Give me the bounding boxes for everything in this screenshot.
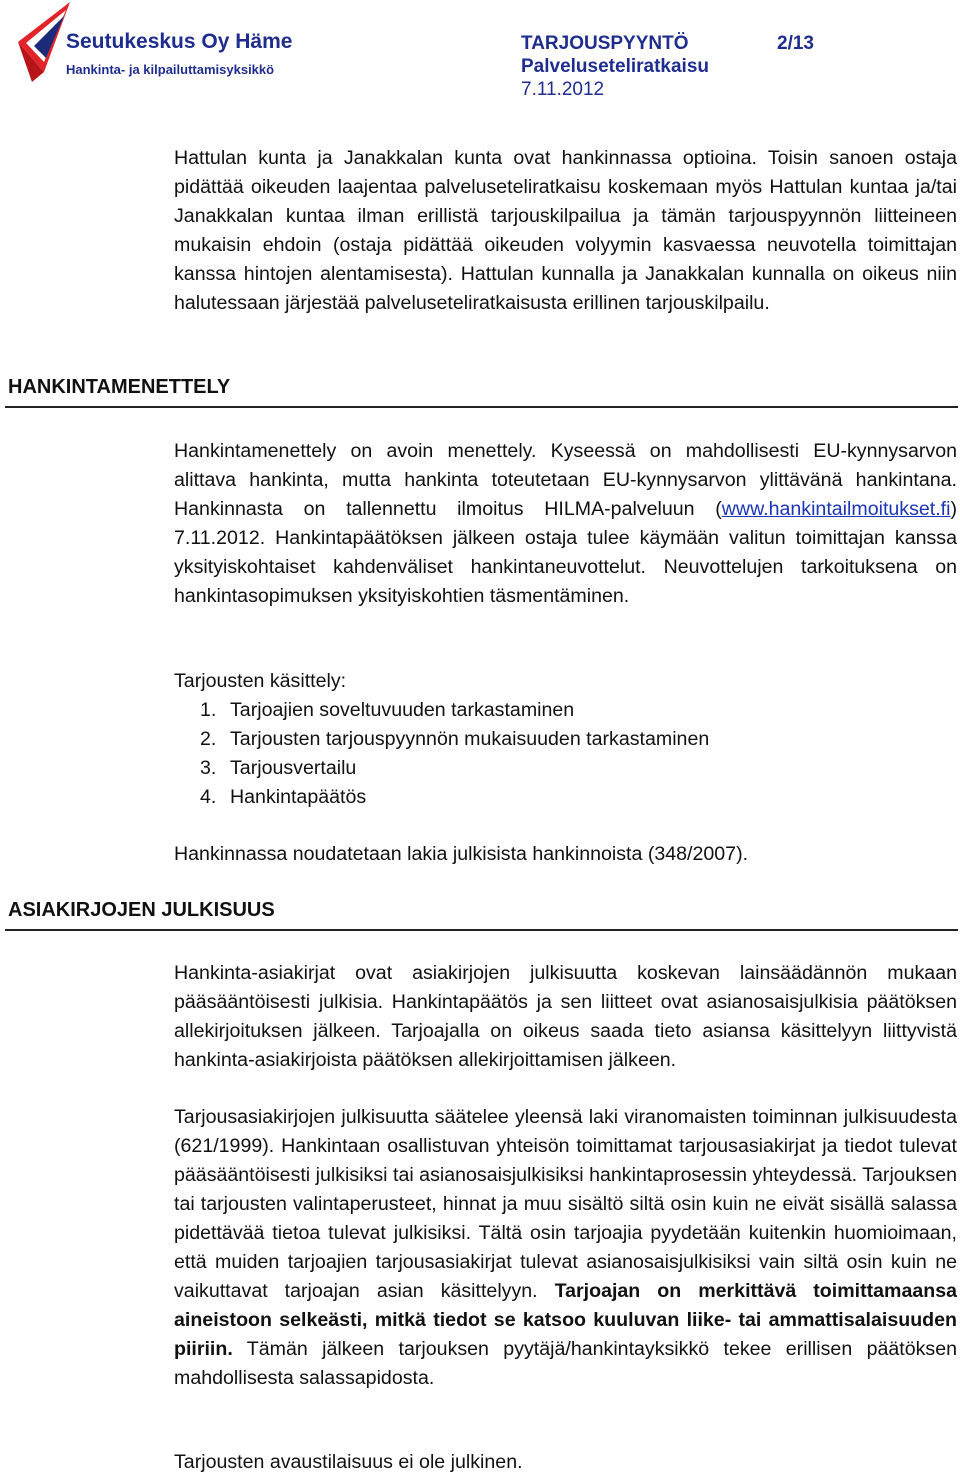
section-divider [5, 406, 958, 408]
hilma-link[interactable]: www.hankintailmoitukset.fi [721, 498, 951, 520]
procedure-text-start: Hankintamenettely on avoin menettely. Kyseessä on mahdollisesti EU-kynnysarvon alittava hankinta, mutta hankinta toteutetaan EU-kynnysarvon ylittävänä hankintana. Hankinnasta on tallennettu ilmoitus HILMA-palveluun ( [174, 440, 957, 520]
publicity-paragraph-2: Tarjousasiakirjojen julkisuutta säätelee yleensä laki viranomaisten toiminnan julkisuudesta (621/1999). Hankintaan osallistuvan yhteisön toimittamat tarjousasiakirjat ja tiedot tulevat pääsääntöisesti julkisiksi tai asianosaisjulkisiksi hankintaprosessin yhteydessä. Tarjouksen tai tarjousten valintaperusteet, hinnat ja muu sisältö siltä osin kuin ne eivät sisällä salassa pidettävää tietoa tulevat julkisiksi. Tältä osin tarjoajia pyydetään kuitenkin huomioimaan, että muiden tarjoajien tarjousasiakirjat tulevat asianosaisjulkisiksi vain siltä osin kuin ne vaikuttavat tarjoajan asian käsittelyyn. Tarjoajan on merkittävä toimittamaansa aineistoon selkeästi, mitkä tiedot se katsoo kuuluvan liike- tai ammattisalaisuuden piiriin. Tämän jälkeen tarjouksen pyytäjä/hankintayksikkö tekee erillisen päätöksen mahdollisesta salassapidosta. [174, 1106, 957, 1389]
list-title: Tarjousten käsittely: [174, 670, 347, 692]
procedure-heading: HANKINTAMENETTELY [8, 376, 231, 398]
list-item: 1. Tarjoajien soveltuvuuden tarkastaminen [200, 699, 575, 721]
processing-steps-list [200, 696, 709, 812]
procedure-paragraph [174, 437, 957, 611]
organization-unit: Hankinta- ja kilpailuttamisyksikkö [66, 62, 275, 77]
organization-name: Seutukeskus Oy Häme [66, 30, 293, 53]
document-date: 7.11.2012 [521, 79, 605, 100]
confidentiality-notice: Tarjoajan on merkittävä toimittamaansa aineistoon selkeästi, mitkä tiedot se katsoo kuuluvan liike- tai ammattisalaisuuden piiriin. [174, 1280, 957, 1360]
list-item: 2. Tarjousten tarjouspyynnön mukaisuuden tarkastaminen [200, 728, 710, 750]
publicity-heading: ASIAKIRJOJEN JULKISUUS [8, 899, 275, 921]
section-divider [5, 929, 958, 931]
document-type: TARJOUSPYYNTÖ [521, 33, 689, 54]
document-subject: Palveluseteliratkaisu [521, 56, 709, 77]
opening-paragraph: Tarjousten avaustilaisuus ei ole julkinen. [174, 1451, 523, 1473]
list-item: 3. Tarjousvertailu [200, 757, 357, 779]
page-header [0, 0, 960, 110]
law-paragraph: Hankinnassa noudatetaan lakia julkisista hankinnoista (348/2007). [174, 843, 749, 865]
list-item: 4. Hankintapäätös [200, 786, 367, 808]
publicity-paragraph-1: Hankinta-asiakirjat ovat asiakirjojen julkisuutta koskevan lainsäädännön mukaan pääsääntöisesti julkisia. Hankintapäätös ja sen liitteet ovat asianosaisjulkisia päätöksen allekirjoituksen jälkeen. Tarjoajalla on oikeus saada tieto asiansa käsittelyyn liittyvistä hankinta-asiakirjoista päätöksen allekirjoittamisen jälkeen. [174, 962, 957, 1071]
procedure-text-end: ) 7.11.2012. Hankintapäätöksen jälkeen ostaja tulee käymään valitun toimittajan kanssa yksityiskohtaiset kahdenväliset hankintaneuvottelut. Neuvottelujen tarkoituksena on hankintasopimuksen yksityiskohtien täsmentäminen. [174, 498, 957, 607]
page-number: 2/13 [777, 33, 814, 54]
options-paragraph: Hattulan kunta ja Janakkalan kunta ovat hankinnassa optioina. Toisin sanoen ostaja pidättää oikeuden laajentaa palveluseteliratkaisu koskemaan myös Hattulan kuntaa ja/tai Janakkalan kuntaa ilman erillistä tarjouskilpailua ja tämän tarjouspyynnön liitteineen mukaisin ehdoin (ostaja pidättää oikeuden volyymin kasvaessa neuvotella toimittajan kanssa hintojen alentamisesta). Hattulan kunnalla ja Janakkalan kunnalla on oikeus niin halutessaan järjestää palveluseteliratkaisusta erillinen tarjouskilpailu. [174, 147, 957, 314]
